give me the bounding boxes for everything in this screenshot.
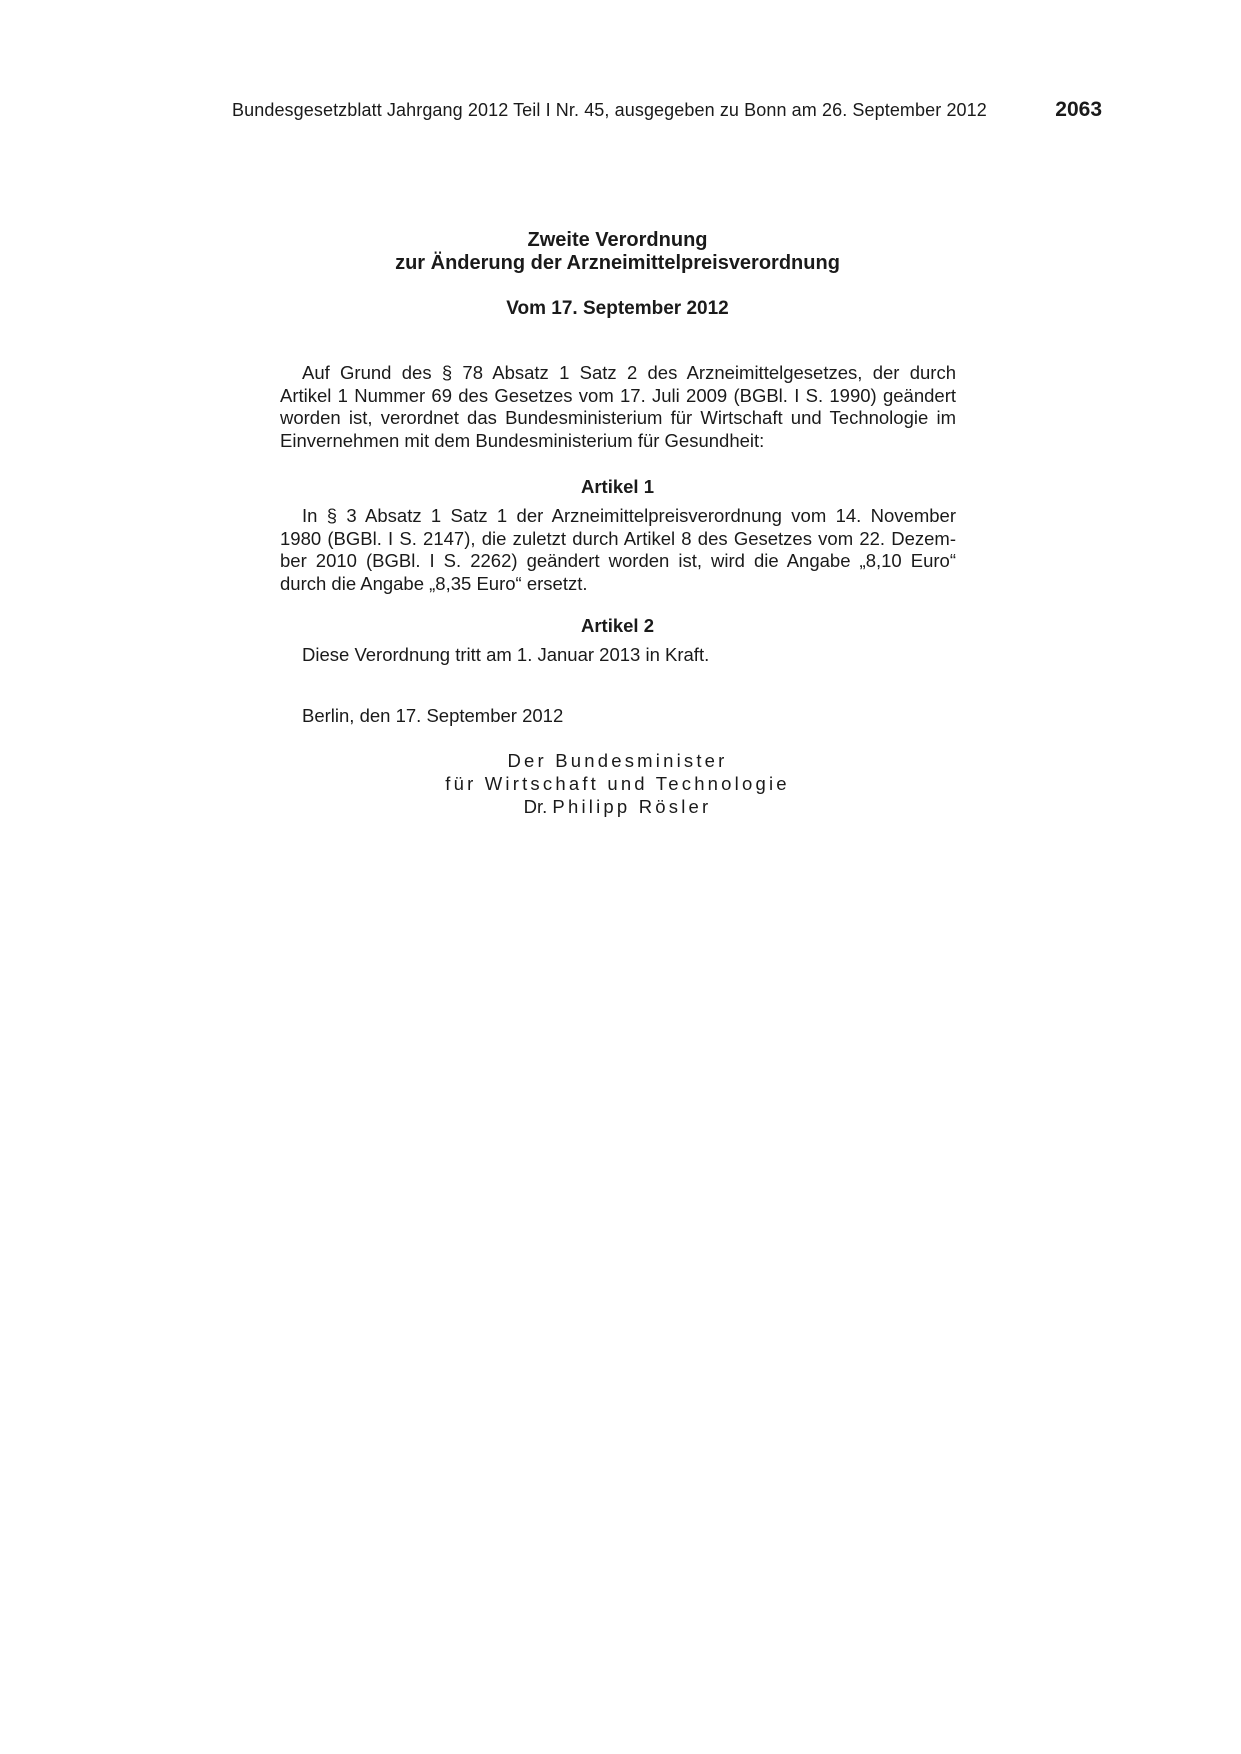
artikel-1-heading: Artikel 1 bbox=[580, 476, 654, 497]
signature-title: Der Bundesminister bbox=[507, 750, 728, 771]
running-head: Bundesgesetzblatt Jahrgang 2012 Teil I Nr. 45, ausgegeben zu Bonn am 26. September 2012 bbox=[232, 100, 987, 120]
artikel-1-line: ber 2010 (BGBl. I S. 2262) geändert worden ist, wird die Angabe „8,10 Euro“ bbox=[280, 550, 956, 571]
intro-line: worden ist, verordnet das Bundesministerium für Wirtschaft und Technologie im bbox=[280, 407, 956, 428]
artikel-1-line: In § 3 Absatz 1 Satz 1 der Arzneimittelpreisverordnung vom 14. November bbox=[302, 505, 956, 526]
title-line-2: zur Änderung der Arzneimittelpreisverordnung bbox=[395, 252, 840, 274]
artikel-1-line: 1980 (BGBl. I S. 2147), die zuletzt durch Artikel 8 des Gesetzes vom 22. Dezem- bbox=[280, 527, 956, 549]
title-line-1: Zweite Verordnung bbox=[527, 229, 708, 251]
intro-line: Auf Grund des § 78 Absatz 1 Satz 2 des Arzneimittelgesetzes, der durch bbox=[302, 362, 956, 383]
intro-line: Artikel 1 Nummer 69 des Gesetzes vom 17. Juli 2009 (BGBl. I S. 1990) geändert bbox=[280, 384, 956, 406]
artikel-1-paragraph bbox=[280, 505, 956, 595]
document-date: Vom 17. September 2012 bbox=[506, 298, 729, 319]
intro-line: Einvernehmen mit dem Bundesministerium für Gesundheit: bbox=[280, 429, 765, 451]
place-and-date: Berlin, den 17. September 2012 bbox=[302, 705, 564, 726]
document-title bbox=[280, 229, 955, 275]
signature-academic-title: Dr. bbox=[523, 796, 548, 817]
artikel-2-text: Diese Verordnung tritt am 1. Januar 2013 in Kraft. bbox=[302, 644, 710, 665]
intro-paragraph bbox=[280, 362, 956, 452]
page-number: 2063 bbox=[1055, 98, 1102, 121]
signature-name-line bbox=[280, 795, 955, 818]
signature-ministry: für Wirtschaft und Technologie bbox=[445, 773, 790, 794]
artikel-1-line: durch die Angabe „8,35 Euro“ ersetzt. bbox=[280, 572, 588, 594]
signature-block bbox=[280, 749, 955, 818]
signature-name: Philipp Rösler bbox=[552, 796, 712, 817]
artikel-2-heading: Artikel 2 bbox=[580, 615, 654, 636]
